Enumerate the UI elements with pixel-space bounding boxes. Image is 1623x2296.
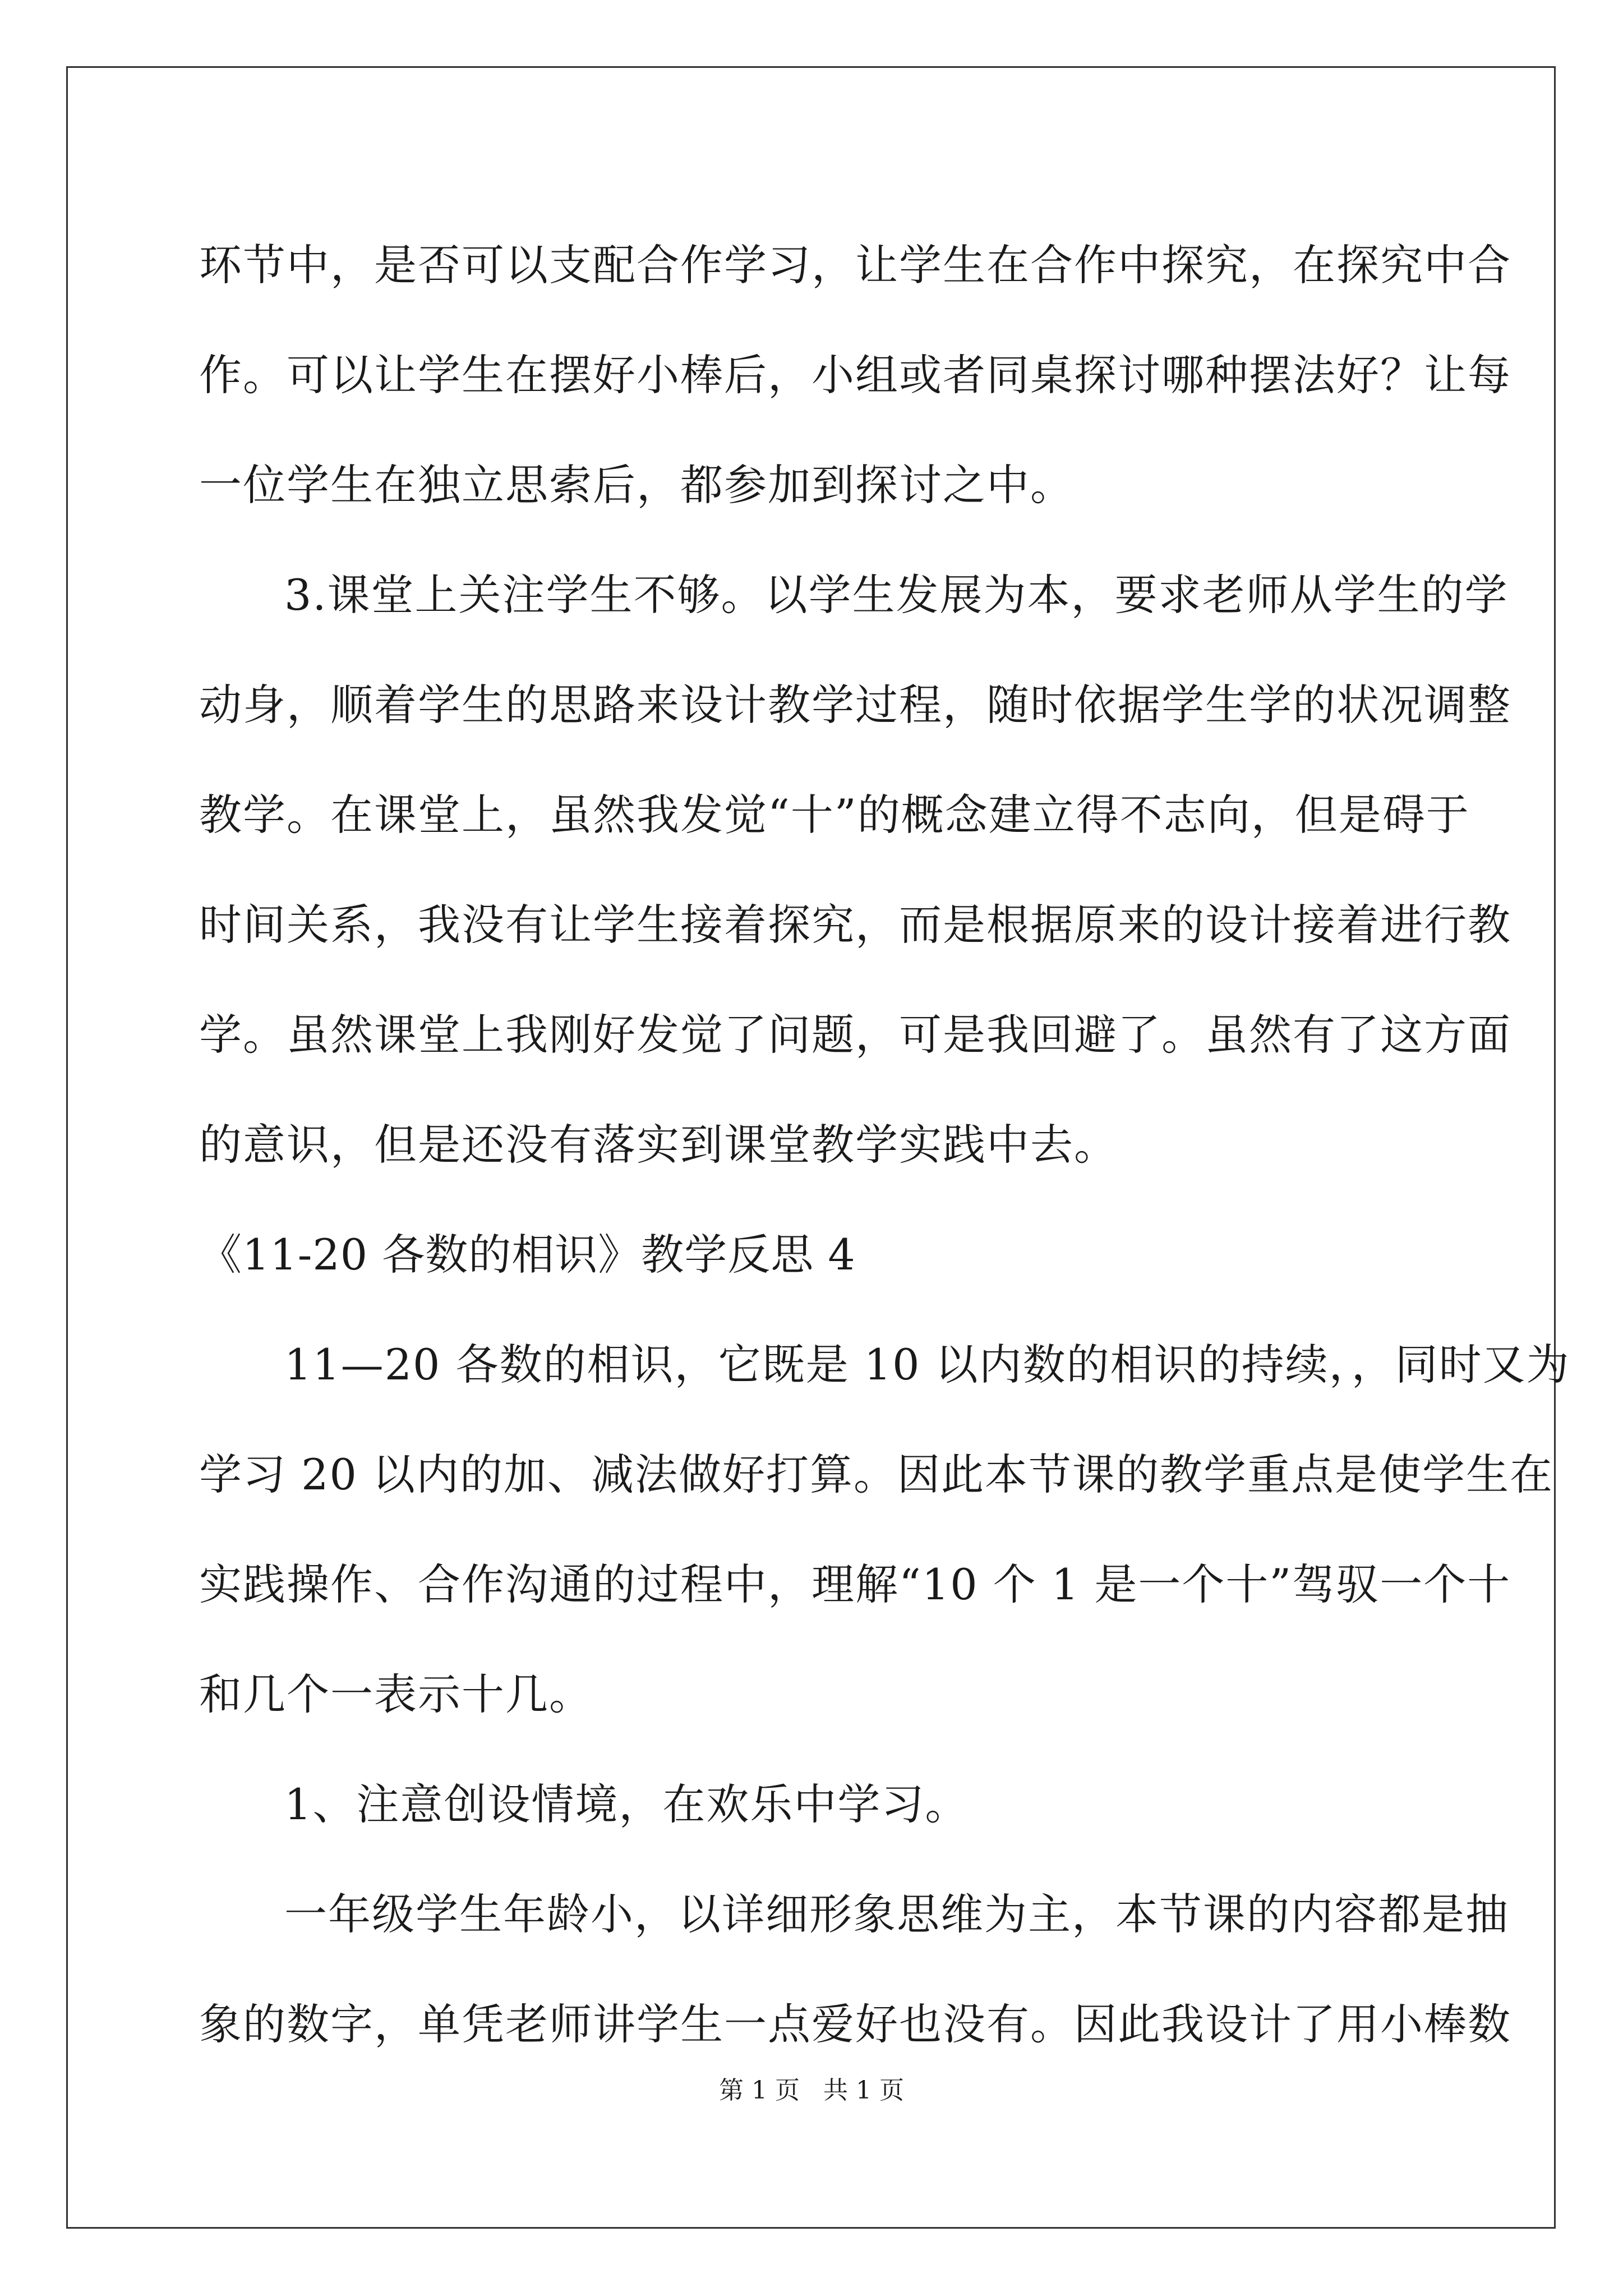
paragraph-line: 一位学生在独立思索后，都参加到探讨之中。 bbox=[199, 460, 1074, 510]
paragraph-line: 动身，顺着学生的思路来设计教学过程，随时依据学生学的状况调整 bbox=[199, 680, 1511, 730]
paragraph-line: 1、注意创设情境，在欢乐中学习。 bbox=[284, 1779, 969, 1829]
paragraph-line: 象的数字，单凭老师讲学生一点爱好也没有。因此我设计了用小棒数 bbox=[199, 1999, 1511, 2049]
paragraph-line: 11—20 各数的相识，它既是 10 以内数的相识的持续，，同时又为 bbox=[284, 1340, 1570, 1389]
paragraph-line: 学。虽然课堂上我刚好发觉了问题，可是我回避了。虽然有了这方面 bbox=[199, 1010, 1511, 1060]
paragraph-line: 学习 20 以内的加、减法做好打算。因此本节课的教学重点是使学生在 bbox=[199, 1450, 1554, 1499]
paragraph-line: 和几个一表示十几。 bbox=[199, 1669, 593, 1719]
paragraph-line: 时间关系，我没有让学生接着探究，而是根据原来的设计接着进行教 bbox=[199, 900, 1511, 950]
paragraph-line: 3.课堂上关注学生不够。以学生发展为本，要求老师从学生的学 bbox=[284, 570, 1509, 620]
paragraph-line: 实践操作、合作沟通的过程中，理解“10 个 1 是一个十”驾驭一个十 bbox=[199, 1559, 1511, 1609]
section-heading: 《11-20 各数的相识》教学反思 4 bbox=[199, 1230, 856, 1280]
page-footer: 第 1 页 共 1 页 bbox=[719, 2076, 904, 2105]
paragraph-line: 环节中，是否可以支配合作学习，让学生在合作中探究，在探究中合 bbox=[199, 240, 1511, 290]
paragraph-line: 作。可以让学生在摆好小棒后，小组或者同桌探讨哪种摆法好？让每 bbox=[199, 350, 1511, 400]
document-body bbox=[199, 210, 1570, 2079]
paragraph-line: 一年级学生年龄小，以详细形象思维为主，本节课的内容都是抽 bbox=[284, 1889, 1509, 1939]
paragraph-line: 的意识，但是还没有落实到课堂教学实践中去。 bbox=[199, 1120, 1118, 1170]
paragraph-line: 教学。在课堂上，虽然我发觉“十”的概念建立得不志向，但是碍于 bbox=[199, 790, 1470, 840]
